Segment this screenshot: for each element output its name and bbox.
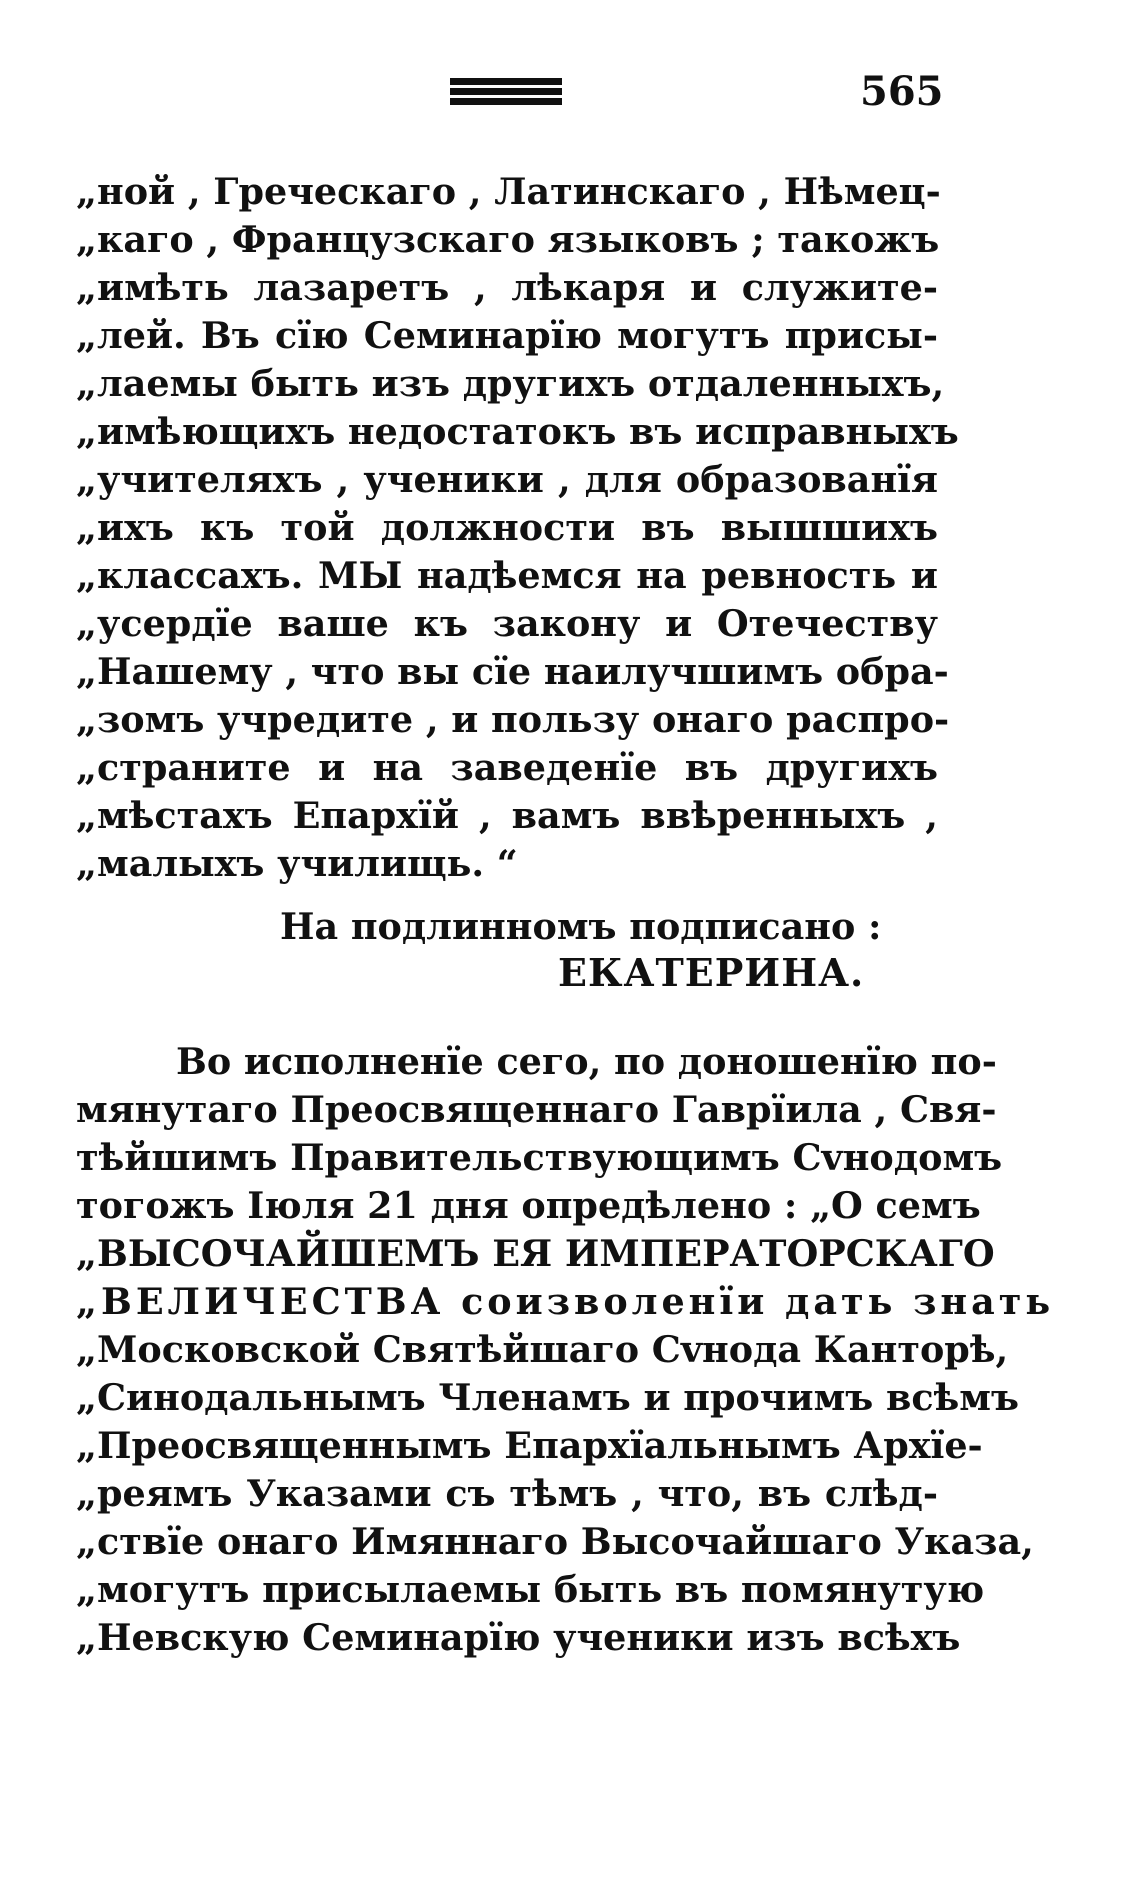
text-line: „могутъ присылаемы быть въ помянутую <box>76 1568 985 1611</box>
text-line: „усердїе ваше къ закону и Отечеству <box>76 602 938 645</box>
text-line: „ихъ къ той должности въ вышшихъ <box>76 506 938 549</box>
synod-text-block <box>76 1038 1055 1662</box>
text-line: „каго , Французскаго языковъ ; такожъ <box>76 218 940 261</box>
text-line: „лаемы быть изъ другихъ отдаленныхъ, <box>76 362 945 405</box>
text-line: „мѣстахъ Епархїй , вамъ ввѣренныхъ , <box>76 794 938 837</box>
signature-intro: На подлинномъ подписано : <box>280 905 882 948</box>
text-line: тогожъ Іюля 21 дня опредѣлено : „О семъ <box>76 1184 981 1227</box>
page-header <box>0 68 1140 128</box>
text-line: „Невскую Семинарїю ученики изъ всѣхъ <box>76 1616 961 1659</box>
signature-name: ЕКАТЕРИНА. <box>558 950 865 995</box>
text-line: „ной , Греческаго , Латинскаго , Нѣмец- <box>76 170 941 213</box>
text-line: „имѣющихъ недостатокъ въ исправныхъ <box>76 410 959 453</box>
text-line: „Синодальнымъ Членамъ и прочимъ всѣмъ <box>76 1376 1019 1419</box>
text-line: „ВЕЛИЧЕСТВА соизволенїи дать знать <box>76 1280 1055 1323</box>
text-line: „реямъ Указами съ тѣмъ , что, въ слѣд- <box>76 1472 938 1515</box>
text-line: „лей. Въ сїю Семинарїю могутъ присы- <box>76 314 938 357</box>
text-line: „ВЫСОЧАЙШЕМЪ ЕЯ ИМПЕРАТОРСКАГО <box>76 1232 995 1275</box>
text-line: „Преосвященнымъ Епархїальнымъ Архїе- <box>76 1424 983 1467</box>
text-line: тѣйшимъ Правительствующимъ Сvнодомъ <box>76 1136 1003 1179</box>
decree-text-block <box>76 168 959 888</box>
text-line: „учителяхъ , ученики , для образованїя <box>76 458 938 501</box>
text-line: „классахъ. МЫ надѣемся на ревность и <box>76 554 938 597</box>
text-line: Во исполненїе сего, по доношенїю по- <box>176 1040 997 1083</box>
text-line: „малыхъ училищь. “ <box>76 842 518 885</box>
text-line: „Московской Святѣйшаго Сvнода Канторѣ, <box>76 1328 1009 1371</box>
text-line: „Нашему , что вы сїе наилучшимъ обра- <box>76 650 949 693</box>
header-ornament <box>450 78 562 106</box>
text-line: „страните и на заведенїе въ другихъ <box>76 746 938 789</box>
text-line: „зомъ учредите , и пользу онаго распро- <box>76 698 950 741</box>
text-line: мянутаго Преосвященнаго Гаврїила , Свя- <box>76 1088 997 1131</box>
text-line: „имѣть лазаретъ , лѣкаря и служите- <box>76 266 938 309</box>
page-number: 565 <box>860 68 944 115</box>
text-line: „ствїе онаго Имяннаго Высочайшаго Указа, <box>76 1520 1034 1563</box>
